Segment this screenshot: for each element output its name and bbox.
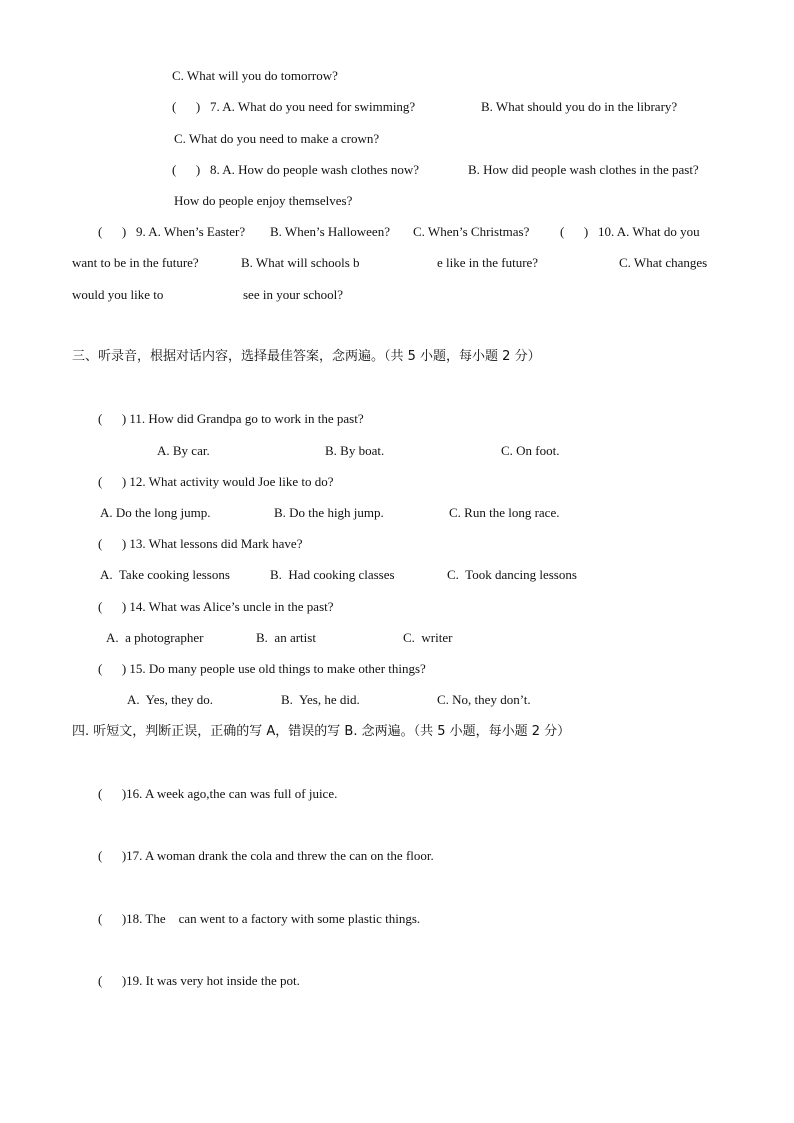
q14-option-b: B. an artist [256, 630, 316, 645]
section3-heading: 三、听录音，根据对话内容，选择最佳答案，念两遍。（共 5 小题，每小题 2 分） [72, 349, 541, 364]
q17-statement: ( )17. A woman drank the cola and threw the can on the floor. [98, 848, 434, 863]
section4-heading: 四. 听短文，判断正误，正确的写 A，错误的写 B. 念两遍。（共 5 小题，每小题 2 分） [72, 724, 571, 739]
q18-statement: ( )18. The can went to a factory with some plastic things. [98, 911, 421, 926]
q10-option-c-mid: would you like to [72, 287, 164, 302]
q11-option-c: C. On foot. [501, 443, 560, 458]
q7-option-b: B. What should you do in the library? [481, 99, 678, 114]
q15-option-c: C. No, they don’t. [437, 692, 531, 707]
q11-question: ( ) 11. How did Grandpa go to work in the past? [98, 411, 364, 426]
q7-option-a: 7. A. What do you need for swimming? [210, 99, 416, 114]
q10-option-c-start: C. What changes [619, 255, 708, 270]
q8-answer-blank[interactable]: ( ) [172, 162, 201, 177]
q8-option-a: 8. A. How do people wash clothes now? [210, 162, 420, 177]
q9-answer-blank[interactable]: ( ) [98, 224, 127, 239]
q13-option-c: C. Took dancing lessons [447, 567, 577, 582]
q12-option-b: B. Do the high jump. [274, 505, 384, 520]
q10-option-a-end: want to be in the future? [72, 255, 199, 270]
q7-option-c: C. What do you need to make a crown? [174, 131, 380, 146]
q15-option-a: A. Yes, they do. [127, 692, 213, 707]
q9-option-b: B. When’s Halloween? [270, 224, 390, 239]
q13-option-a: A. Take cooking lessons [100, 567, 230, 582]
q13-option-b: B. Had cooking classes [270, 567, 395, 582]
q13-question: ( ) 13. What lessons did Mark have? [98, 536, 303, 551]
q9-option-c: C. When’s Christmas? [413, 224, 530, 239]
q12-option-a: A. Do the long jump. [100, 505, 211, 520]
q7-answer-blank[interactable]: ( ) [172, 99, 201, 114]
q10-option-b-end: e like in the future? [437, 255, 539, 270]
q10-option-c-end: see in your school? [243, 287, 344, 302]
q19-statement: ( )19. It was very hot inside the pot. [98, 973, 300, 988]
q9-option-a: 9. A. When’s Easter? [136, 224, 246, 239]
q11-option-b: B. By boat. [325, 443, 385, 458]
q12-option-c: C. Run the long race. [449, 505, 560, 520]
q14-option-c: C. writer [403, 630, 453, 645]
q14-question: ( ) 14. What was Alice’s uncle in the past? [98, 599, 334, 614]
q14-option-a: A. a photographer [106, 630, 204, 645]
q15-option-b: B. Yes, he did. [281, 692, 360, 707]
q16-statement: ( )16. A week ago,the can was full of juice. [98, 786, 338, 801]
q11-option-a: A. By car. [157, 443, 210, 458]
q10-option-b-start: B. What will schools b [241, 255, 360, 270]
q10-answer-blank[interactable]: ( ) [560, 224, 589, 239]
q10-option-a-start: 10. A. What do you [598, 224, 700, 239]
q15-question: ( ) 15. Do many people use old things to make other things? [98, 661, 426, 676]
q8-option-b: B. How did people wash clothes in the past? [468, 162, 699, 177]
q8-option-c: How do people enjoy themselves? [174, 193, 353, 208]
q6-option-c: C. What will you do tomorrow? [172, 68, 338, 83]
q12-question: ( ) 12. What activity would Joe like to do? [98, 474, 334, 489]
